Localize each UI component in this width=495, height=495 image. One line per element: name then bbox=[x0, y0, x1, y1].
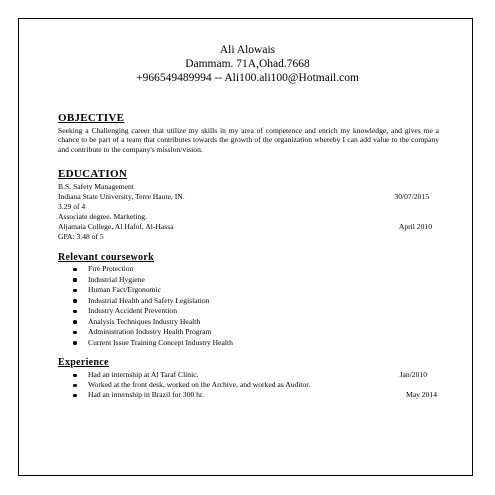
bullet-icon bbox=[73, 310, 77, 314]
objective-heading: OBJECTIVE bbox=[58, 112, 125, 124]
experience-heading: Experience bbox=[58, 357, 109, 368]
education-school-1: Indiana State University, Terre Haute, IN. bbox=[58, 192, 185, 201]
education-date-1: 30/07/2015 bbox=[394, 192, 429, 201]
resume-address: Dammam. 71A,Ohad.7668 bbox=[185, 58, 310, 70]
resume-name: Ali Alowais bbox=[219, 44, 276, 56]
list-item: Industrial Health and Safety Legislation bbox=[72, 296, 233, 307]
bullet-icon bbox=[73, 384, 77, 388]
resume-page-border bbox=[18, 18, 473, 476]
list-item: Industry Accident Prevention bbox=[72, 306, 233, 317]
bullet-icon bbox=[73, 331, 77, 335]
education-gpa-2: GPA: 3.48 of 5 bbox=[58, 232, 104, 241]
education-date-2: April 2010 bbox=[398, 222, 432, 231]
resume-contact: +966549489994 -- Ali100.ali100@Hotmail.com bbox=[136, 72, 359, 84]
education-gpa-1: 3.29 of 4 bbox=[58, 202, 86, 211]
list-item: Had an internship at Al Taraf Clinic. bbox=[72, 370, 310, 380]
coursework-list bbox=[72, 264, 233, 348]
bullet-icon bbox=[73, 341, 77, 345]
objective-text: Seeking a Challenging career that utilize my skills in my area of competence and enrich my knowledge, and gives me a chance to be part of a team that contributes towards the growth of the organization whereby I can add value to the company and contribute to the company's mission/vision. bbox=[58, 126, 439, 154]
list-item: Industrial Hygiene bbox=[72, 275, 233, 286]
list-item: Worked at the front desk, worked on the Archive, and worked as Auditor. bbox=[72, 380, 310, 390]
list-item: Administration Industry Health Program bbox=[72, 327, 233, 338]
experience-date-1: Jan/2010 bbox=[399, 370, 427, 379]
list-item: Current Issue Training Concept Industry Health bbox=[72, 338, 233, 349]
list-item: Fire Protection bbox=[72, 264, 233, 275]
list-item: Had an internship in Brazil for 300 hr. bbox=[72, 390, 310, 400]
education-school-2: Aljamaia College, Al Hafof, Al-Hassa bbox=[58, 222, 174, 231]
experience-list bbox=[72, 370, 310, 400]
bullet-icon bbox=[73, 374, 77, 378]
list-item: Human Fact/Ergonomic bbox=[72, 285, 233, 296]
education-degree-1: B.S. Safety Management bbox=[58, 182, 134, 191]
education-heading: EDUCATION bbox=[58, 168, 128, 180]
bullet-icon bbox=[73, 268, 77, 272]
list-item: Analysis Techniques Industry Health bbox=[72, 317, 233, 328]
bullet-icon bbox=[73, 299, 77, 303]
bullet-icon bbox=[73, 320, 77, 324]
bullet-icon bbox=[73, 289, 77, 293]
experience-date-3: May 2014 bbox=[405, 390, 437, 399]
bullet-icon bbox=[73, 278, 77, 282]
bullet-icon bbox=[73, 394, 77, 398]
coursework-heading: Relevant coursework bbox=[58, 252, 154, 263]
education-degree-2: Associate degree. Marketing. bbox=[58, 212, 147, 221]
